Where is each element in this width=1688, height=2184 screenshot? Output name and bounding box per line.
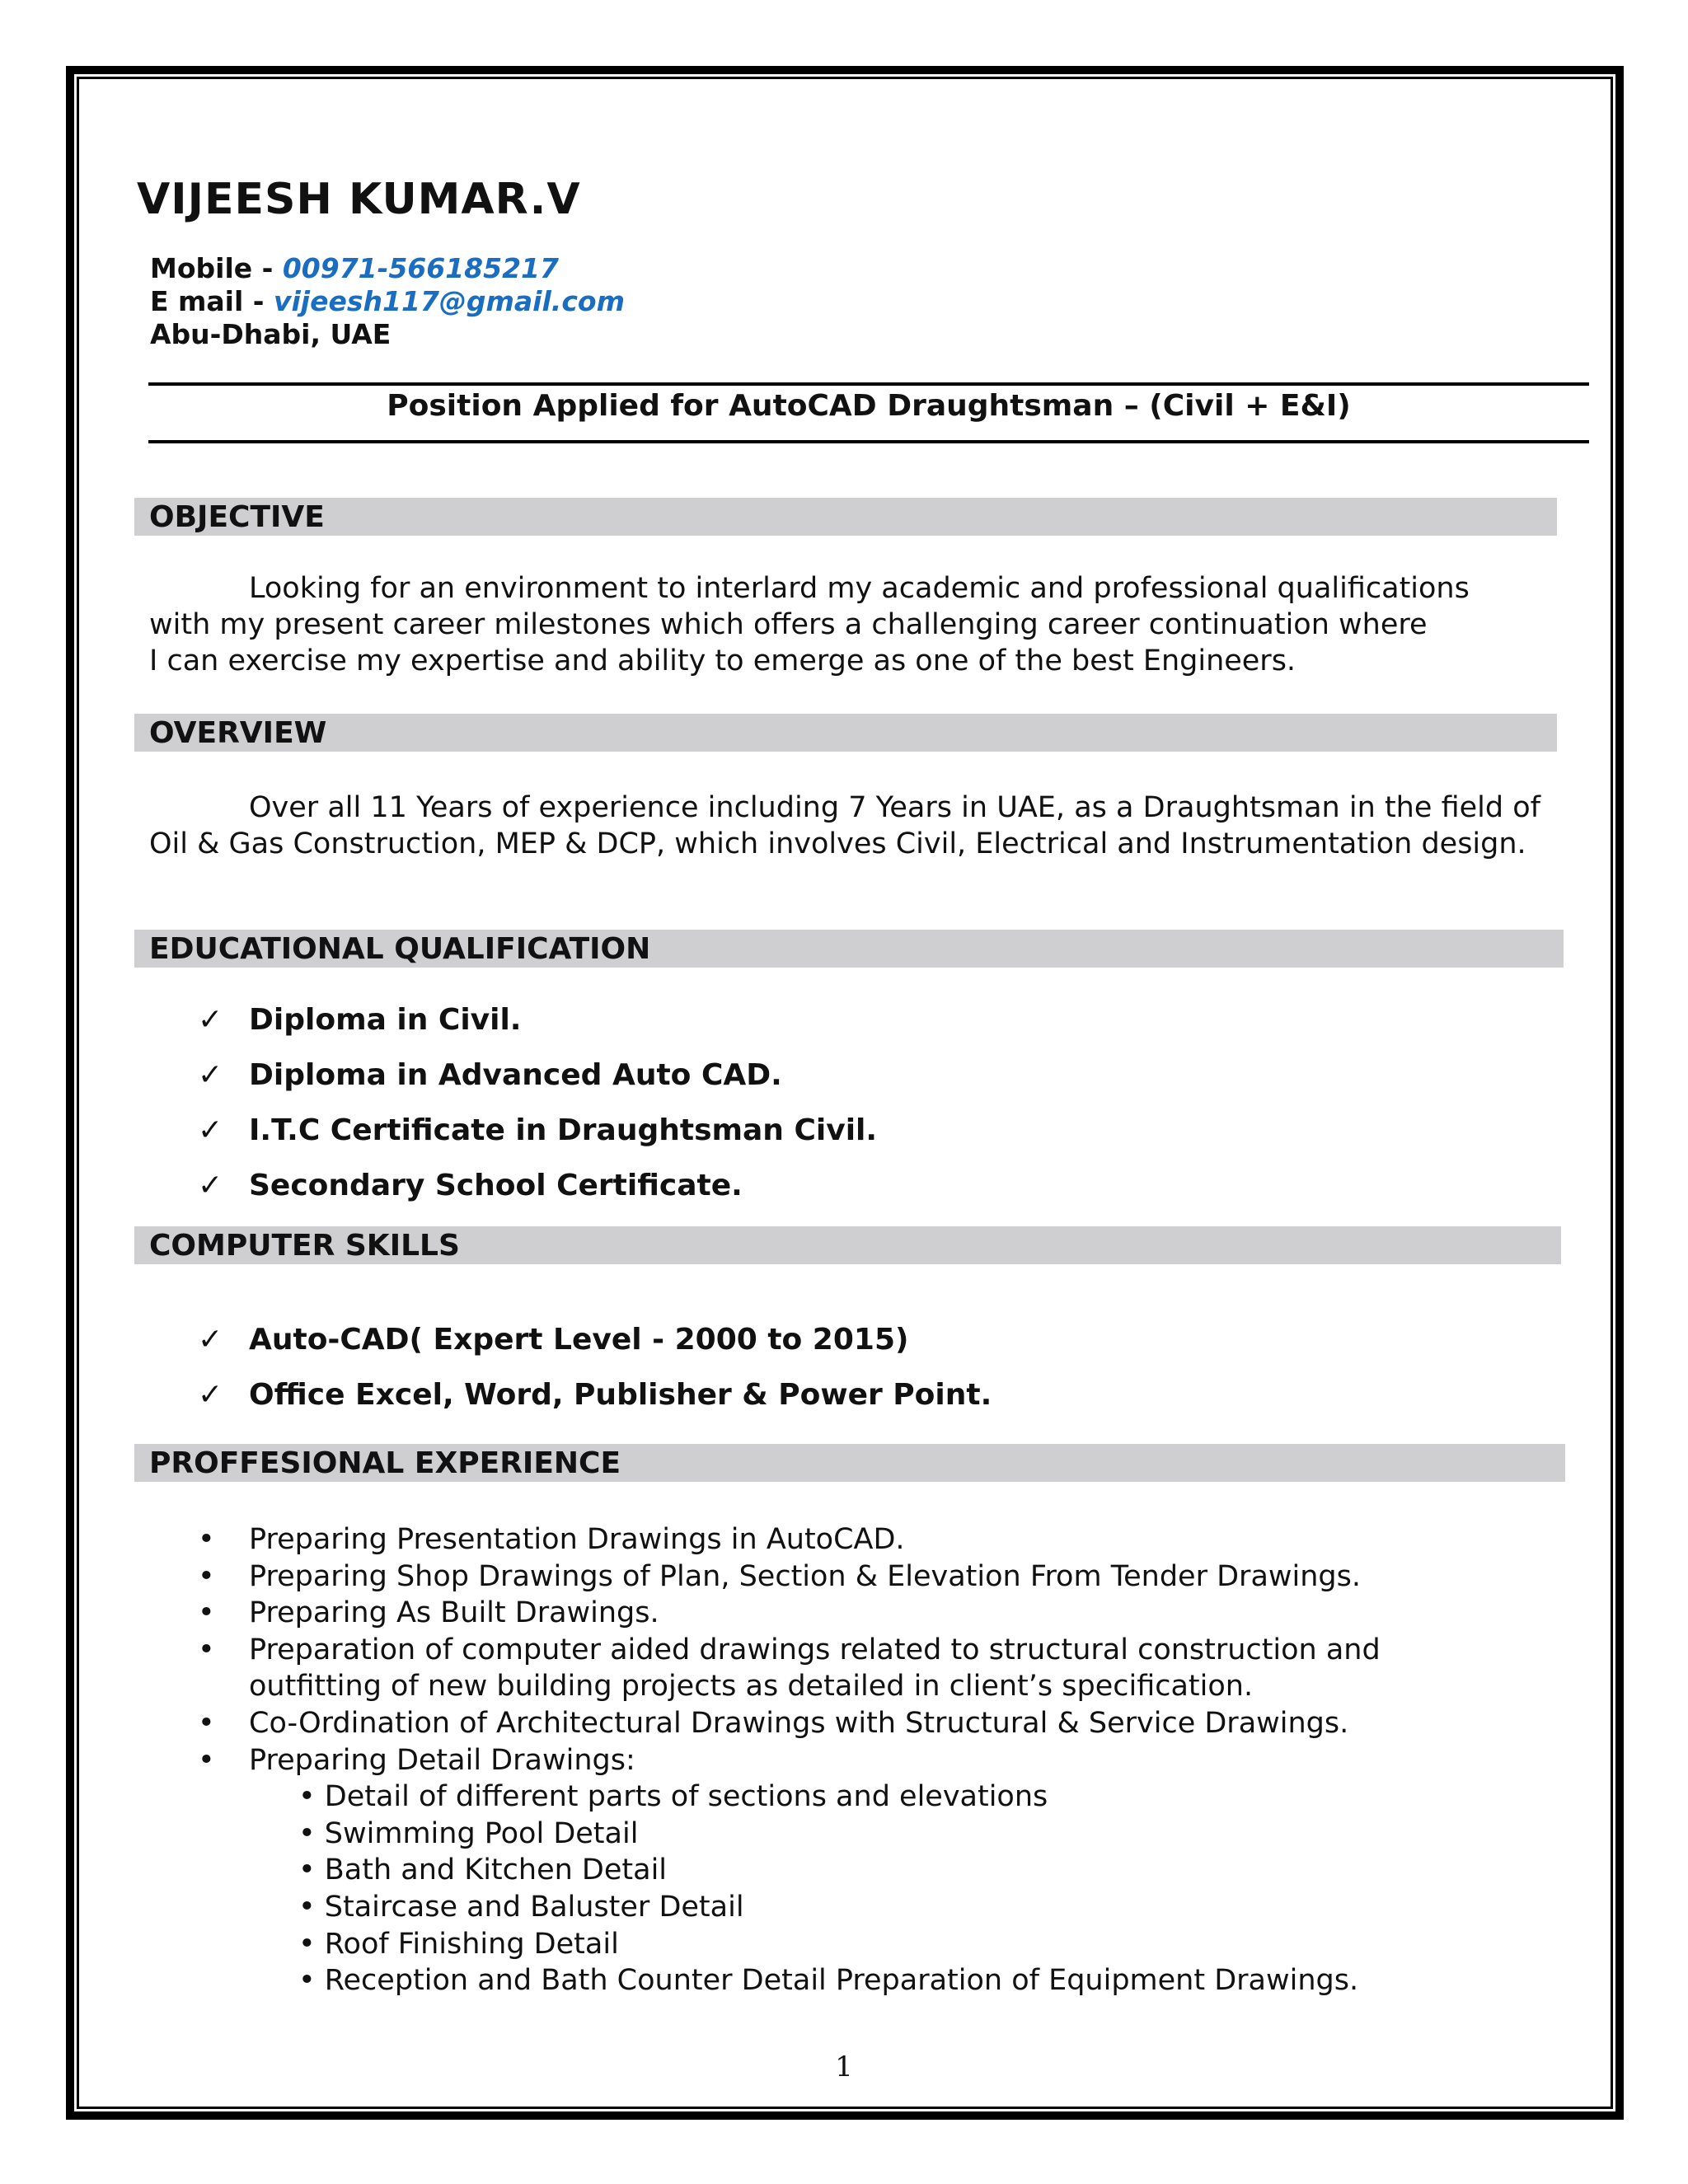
sub-list-item: • Swimming Pool Detail [298,1816,639,1850]
list-item: • Preparing Shop Drawings of Plan, Section & Elevation From Tender Drawings. [198,1558,1582,1596]
bullet-icon: • [198,1523,215,1556]
experience-list [198,1521,1582,1999]
sub-list-item: • Reception and Bath Counter Detail Preparation of Equipment Drawings. [298,1964,1359,1998]
list-item: • Preparing Detail Drawings: [198,1742,1582,1779]
education-item: ✓ Diploma in Civil. [198,1003,522,1037]
checkmark-icon: ✓ [198,1003,223,1037]
overview-text: Over all 11 Years of experience including 7 Years in UAE, as a Draughtsman in the field of Oil & Gas Construction, MEP & DCP, which involves Civil, Electrical and Instrumentation design. [149,791,1540,860]
checkmark-icon: ✓ [198,1169,223,1202]
section-overview-heading: OVERVIEW [134,714,1557,752]
bullet-icon: • [198,1743,215,1777]
checkmark-icon: ✓ [198,1058,223,1092]
bullet-icon: • [198,1559,215,1593]
email-line [150,285,625,318]
objective-line-2: with my present career milestones which offers a challenging career continuation where [149,608,1428,641]
mobile-line [150,252,559,285]
checkmark-icon: ✓ [198,1378,223,1412]
page-number: 1 [835,2050,853,2083]
objective-line-1: Looking for an environment to interlard my academic and professional qualifications [249,572,1470,605]
skill-item: ✓ Office Excel, Word, Publisher & Power Point. [198,1378,992,1412]
detail-drawings-sublist [298,1779,1582,1999]
mobile-number[interactable]: 00971-566185217 [282,252,559,284]
bullet-icon: • [198,1633,215,1666]
bullet-icon: • [198,1596,215,1630]
list-item: • Preparing As Built Drawings. [198,1595,1582,1632]
position-applied: Position Applied for AutoCAD Draughtsman – (Civil + E&I) [387,389,1351,423]
mobile-label: Mobile - [150,252,283,284]
list-item: • Preparing Presentation Drawings in AutoCAD. [198,1521,1582,1558]
education-item: ✓ Secondary School Certificate. [198,1169,743,1202]
checkmark-icon: ✓ [198,1113,223,1147]
objective-line-3: I can exercise my expertise and ability to emerge as one of the best Engineers. [149,644,1296,677]
bullet-icon: • [198,1706,215,1740]
candidate-name: VIJEESH KUMAR.V [137,175,581,224]
section-objective-heading: OBJECTIVE [134,498,1557,536]
education-item: ✓ I.T.C Certificate in Draughtsman Civil. [198,1113,878,1147]
section-experience-heading: PROFFESIONAL EXPERIENCE [134,1444,1565,1482]
list-item: • Co-Ordination of Architectural Drawings with Structural & Service Drawings. [198,1705,1582,1742]
section-skills-heading: COMPUTER SKILLS [134,1226,1561,1264]
sub-list-item: • Detail of different parts of sections and elevations [298,1780,1048,1814]
email-link[interactable]: vijeesh117@gmail.com [273,285,625,317]
sub-list-item: • Roof Finishing Detail [298,1927,619,1961]
divider-top [148,382,1589,386]
location: Abu-Dhabi, UAE [150,318,392,350]
sub-list-item: • Staircase and Baluster Detail [298,1890,744,1924]
section-education-heading: EDUCATIONAL QUALIFICATION [134,930,1564,968]
sub-list-item: • Bath and Kitchen Detail [298,1854,668,1887]
education-item: ✓ Diploma in Advanced Auto CAD. [198,1058,782,1092]
skill-item: ✓ Auto-CAD( Expert Level - 2000 to 2015) [198,1323,909,1357]
email-label: E mail - [150,285,274,317]
divider-bottom [148,440,1589,443]
list-item: • Preparation of computer aided drawings related to structural construction and outfitting of new building projects as detailed in client’s specification. [198,1632,1582,1705]
checkmark-icon: ✓ [198,1323,223,1357]
